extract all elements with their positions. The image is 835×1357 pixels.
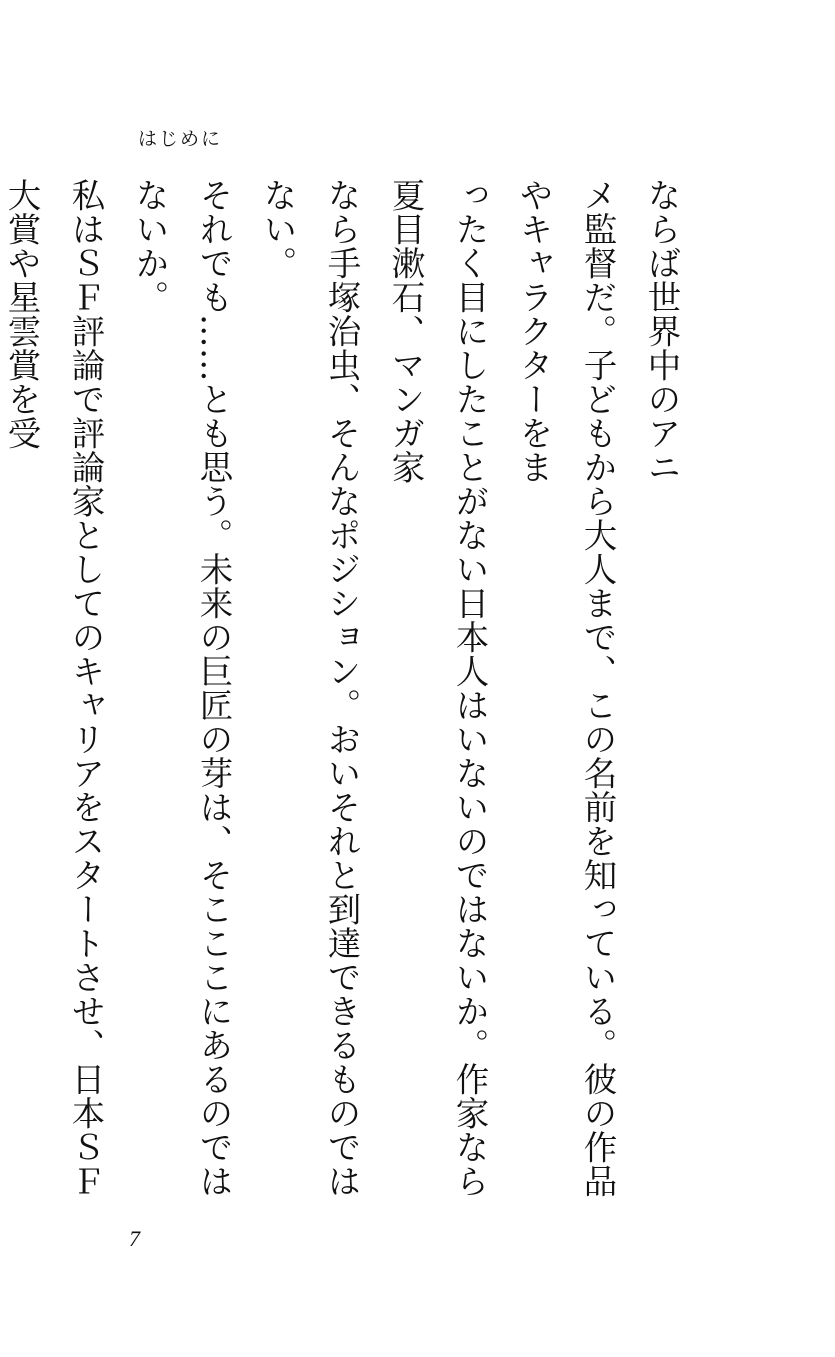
body-text: ならば世界中のアニ メ監督だ。子どもから大人まで、この名前を知っている。彼の作品やキャラクターをま ったく目にしたことがない日本人はいないのではないか。作家なら夏目漱石、マンガ家 なら手塚治虫、そんなポジション。おいそれと到達できるものではない。 それでも……とも思う。未来の巨匠の芽は、そこここにあるのではないか。 私はＳＦ評論で評論家としてのキャリアをスタートさせ、日本ＳＦ大賞や星雲賞を受 [2,178,681,1198]
page-number: 7 [129,1226,140,1251]
running-head: はじめに [138,128,223,150]
